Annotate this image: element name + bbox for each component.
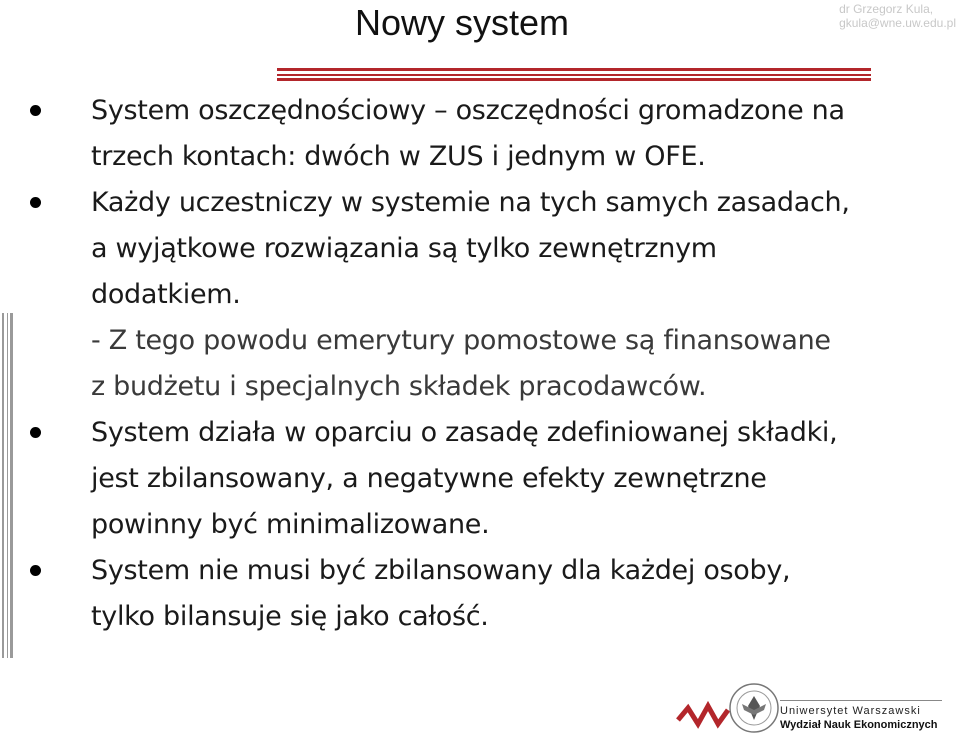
bullet-dot-icon [30,197,41,208]
sub-note [0,318,931,410]
slide-body [0,88,960,640]
author-email: gkula@wne.uw.edu.pl [839,16,956,30]
bullet-line: System działa w oparciu o zasadę zdefiniowanej składki, [91,417,838,448]
bullet-item [0,548,931,640]
university-name: Uniwersytet Warszawski [780,705,921,717]
bullet-line: jest zbilansowany, a negatywne efekty zewnętrzne [91,463,767,494]
bullet-item [0,410,931,548]
bullet-dot-icon [30,565,41,576]
university-name-block [780,704,938,732]
bullet-item [0,180,931,318]
bullet-line: System oszczędnościowy – oszczędności gromadzone na [91,95,845,126]
sub-note-line: - Z tego powodu emerytury pomostowe są finansowane [91,325,831,356]
bullet-line: trzech kontach: dwóch w ZUS i jednym w OFE. [91,141,706,172]
sub-note-line: z budżetu i specjalnych składek pracodawców. [91,371,707,402]
author-credit [839,2,956,30]
footer-divider [780,700,942,701]
author-name: dr Grzegorz Kula, [839,2,934,16]
bullet-line: dodatkiem. [91,279,241,310]
bullet-line: System nie musi być zbilansowany dla każdej osoby, [91,555,791,586]
bullet-line: a wyjątkowe rozwiązania są tylko zewnętrznym [91,233,717,264]
title-underline-decoration [277,68,871,82]
bullet-item [0,88,931,180]
bullet-dot-icon [30,105,41,116]
zigzag-logo-icon [672,680,782,736]
bullet-line: Każdy uczestniczy w systemie na tych samych zasadach, [91,187,850,218]
slide-title: Nowy system [355,2,570,43]
bullet-line: powinny być minimalizowane. [91,509,490,540]
faculty-name: Wydział Nauk Ekonomicznych [780,719,938,731]
bullet-dot-icon [30,427,41,438]
bullet-line: tylko bilansuje się jako całość. [91,601,489,632]
